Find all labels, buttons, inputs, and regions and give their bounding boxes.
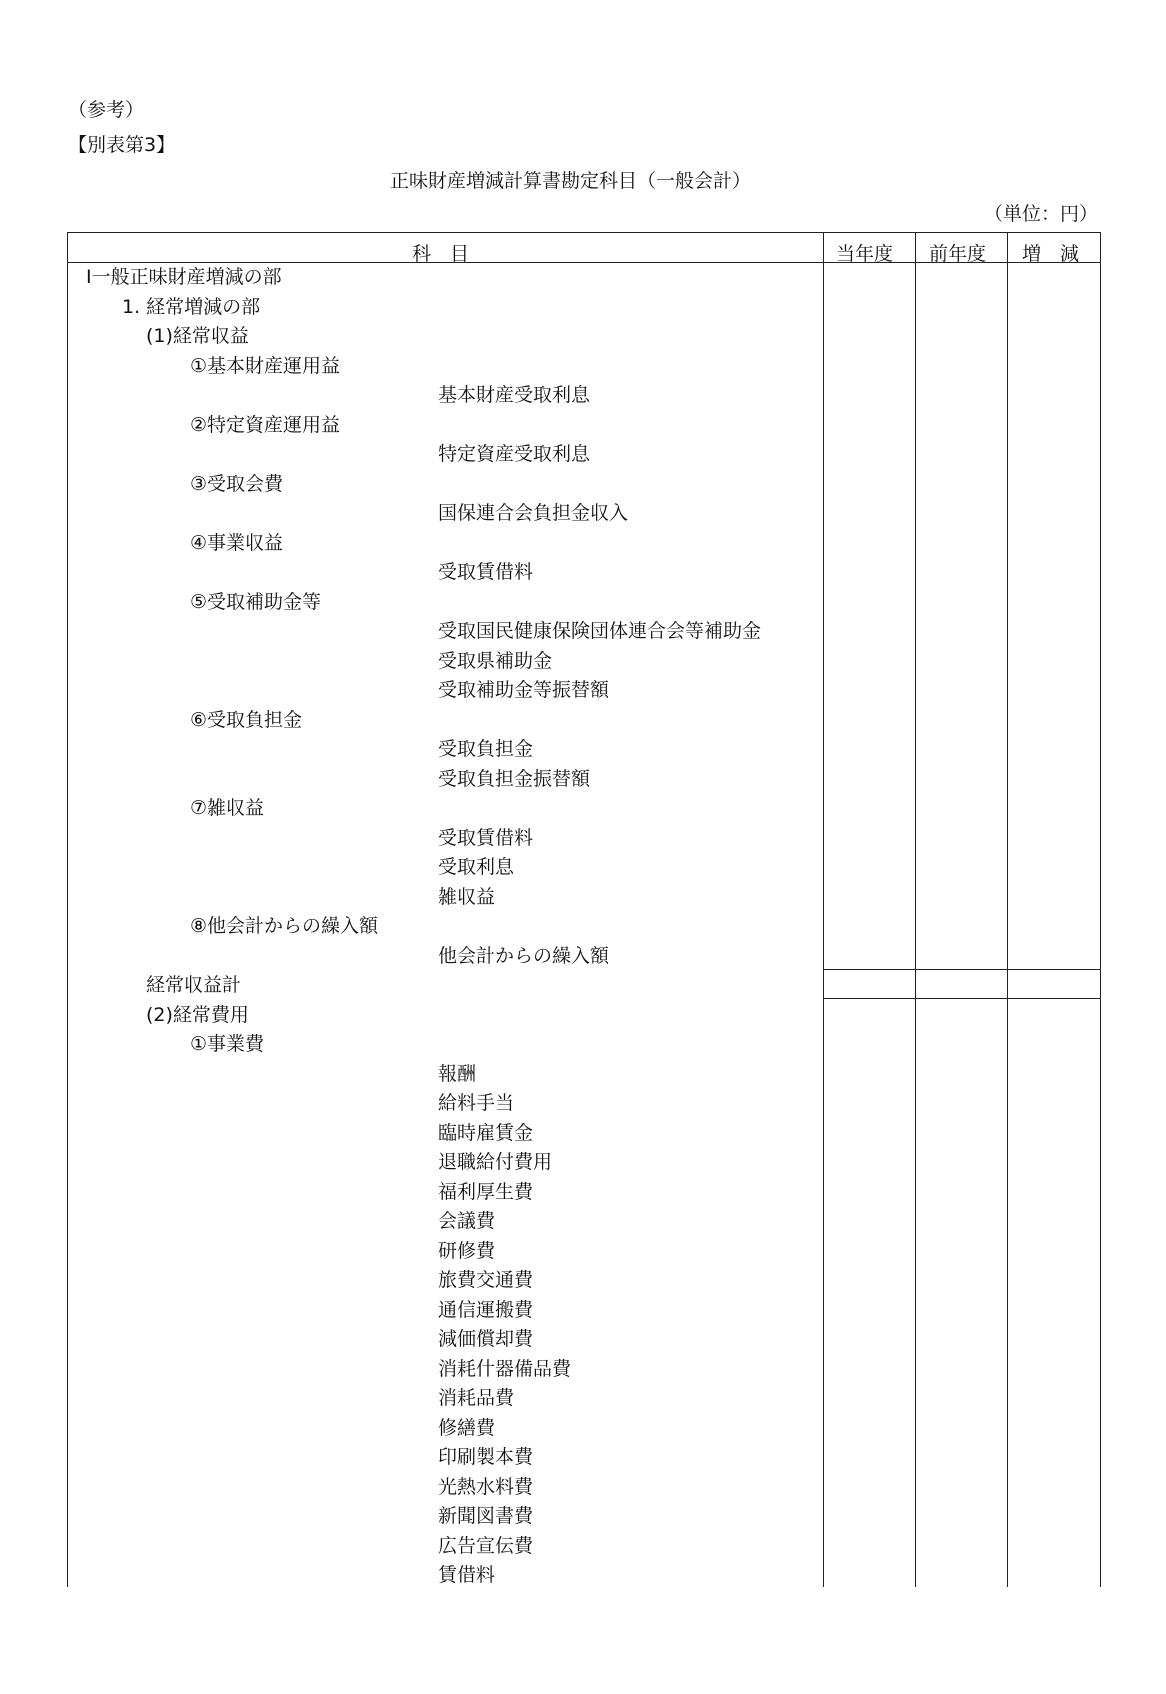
account-group: 経常収益計 [146, 974, 242, 996]
account-group: ⑦雑収益 [190, 797, 265, 819]
column-header-subject: 科 目 [412, 243, 470, 265]
account-group: ②特定資産運用益 [190, 413, 341, 436]
account-item: 報酬 [438, 1062, 477, 1085]
account-group: (2)経常費用 [146, 1003, 249, 1026]
account-item: 退職給付費用 [438, 1151, 553, 1173]
account-item: 広告宣伝費 [438, 1534, 534, 1557]
account-item: 研修費 [438, 1239, 496, 1262]
account-group: ⑥受取負担金 [190, 708, 303, 731]
account-item: 受取補助金等振替額 [438, 679, 610, 701]
account-item: 受取県補助金 [438, 649, 553, 672]
account-group: 1. 経常増減の部 [122, 295, 261, 318]
account-item: 基本財産受取利息 [438, 384, 591, 406]
account-group: ①事業費 [190, 1033, 265, 1055]
account-item: 賃借料 [438, 1564, 496, 1586]
account-item: 福利厚生費 [438, 1180, 534, 1203]
subtotal-rule-top [823, 969, 1101, 970]
page-title: 正味財産増減計算書勘定科目（一般会計） [390, 170, 752, 192]
account-item: 減価償却費 [438, 1328, 534, 1350]
subtotal-rule-bottom [823, 998, 1101, 999]
column-divider [823, 232, 824, 1587]
account-group: ①基本財産運用益 [190, 354, 341, 377]
account-item: 会議費 [438, 1210, 496, 1232]
account-item: 消耗品費 [438, 1387, 515, 1409]
account-group: Ⅰ一般正味財産増減の部 [86, 266, 282, 288]
column-divider [1007, 232, 1008, 1587]
reference-label: （参考） [68, 99, 145, 121]
account-item: 雑収益 [438, 885, 496, 908]
account-item: 特定資産受取利息 [438, 443, 591, 465]
account-item: 印刷製本費 [438, 1446, 534, 1468]
account-item: 受取利息 [438, 856, 515, 878]
account-item: 受取国民健康保険団体連合会等補助金 [438, 620, 762, 642]
column-header-change: 増 減 [1022, 243, 1080, 265]
column-header-current-year: 当年度 [836, 243, 894, 265]
table-number: 【別表第3】 [68, 134, 176, 156]
column-header-previous-year: 前年度 [929, 243, 987, 265]
account-item: 受取賃借料 [438, 826, 534, 849]
unit-label: （単位：円） [983, 203, 1098, 225]
account-item: 消耗什器備品費 [438, 1357, 572, 1380]
account-group: ⑤受取補助金等 [190, 590, 322, 613]
account-item: 受取賃借料 [438, 561, 534, 583]
account-item: 受取負担金振替額 [438, 767, 591, 790]
account-group: ④事業収益 [190, 531, 284, 554]
account-item: 光熱水料費 [438, 1475, 534, 1498]
account-item: 他会計からの繰入額 [438, 944, 610, 967]
account-item: 臨時雇賃金 [438, 1121, 534, 1144]
account-item: 受取負担金 [438, 738, 534, 760]
account-item: 給料手当 [438, 1092, 515, 1114]
account-item: 通信運搬費 [438, 1298, 534, 1321]
account-item: 新聞図書費 [438, 1505, 534, 1527]
column-divider [915, 232, 916, 1587]
account-group: ⑧他会計からの繰入額 [190, 915, 379, 937]
account-item: 旅費交通費 [438, 1269, 534, 1291]
account-item: 修繕費 [438, 1416, 496, 1439]
account-group: ③受取会費 [190, 472, 284, 495]
account-group: (1)経常収益 [146, 325, 249, 347]
account-item: 国保連合会負担金収入 [438, 502, 629, 524]
